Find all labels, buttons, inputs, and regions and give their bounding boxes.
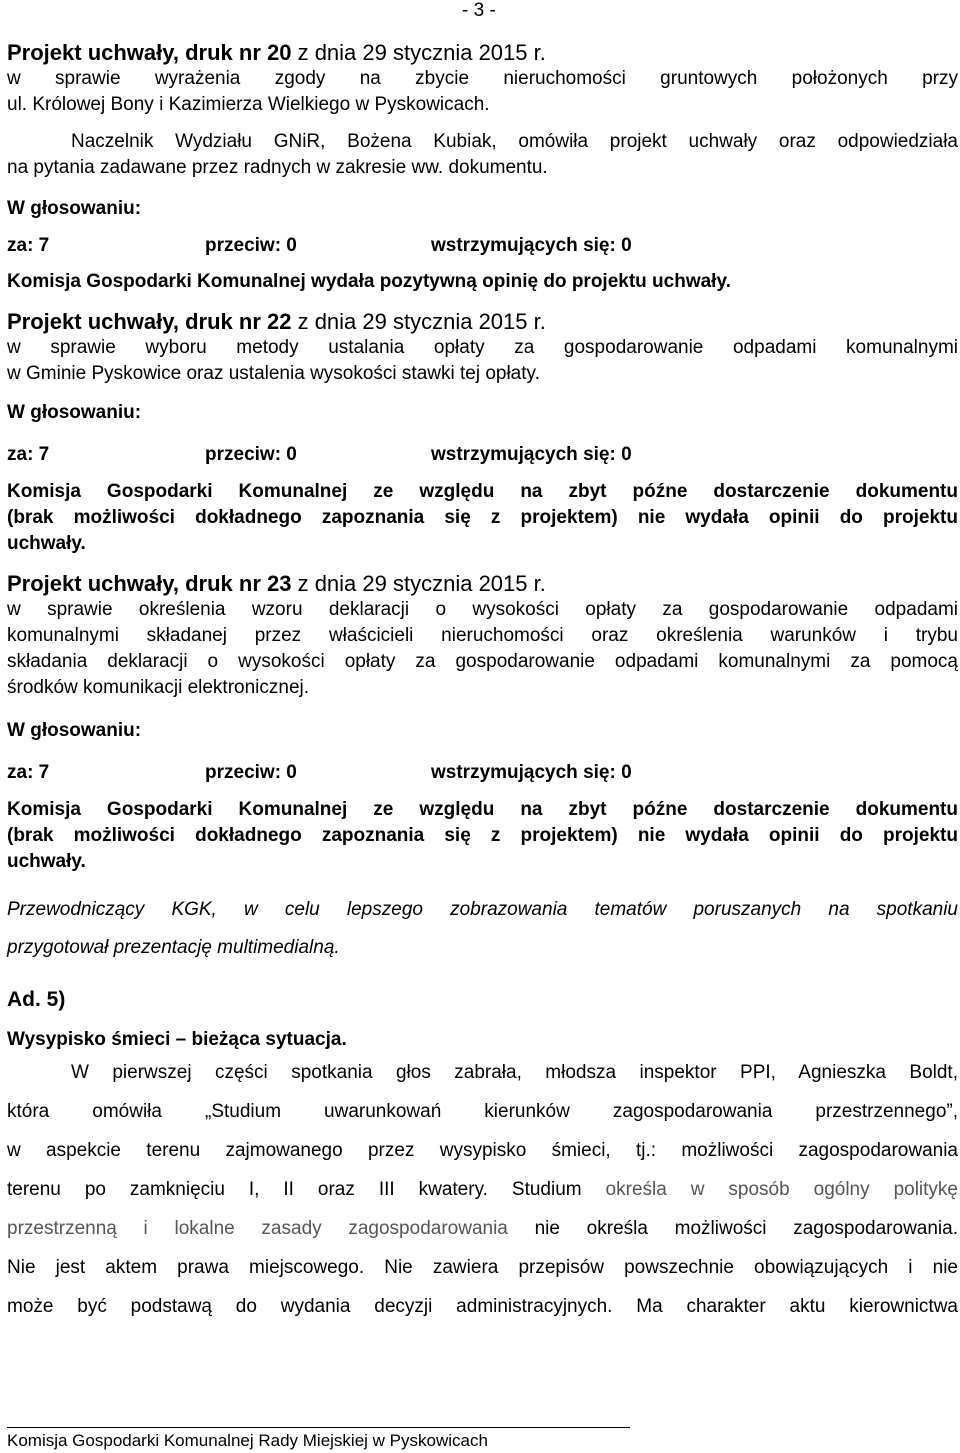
project-note: Naczelnik Wydziału GNiR, Bożena Kubiak, omówiła projekt uchwały oraz odpowiedziała na pytania zadawane przez radnych w zakresie ww. dokumentu. <box>7 131 958 178</box>
vote-results <box>7 234 958 258</box>
project-title: Projekt uchwały, druk nr 20 z dnia 29 stycznia 2015 r. <box>7 40 546 65</box>
footer-divider <box>7 1427 630 1428</box>
paragraph-line <box>7 1248 958 1287</box>
paragraph-text: nie określa możliwości zagospodarowania. <box>507 1218 958 1239</box>
vote-for: za: 7 <box>7 762 50 783</box>
vote-abstain: wstrzymujących się: 0 <box>431 762 632 783</box>
vote-results <box>7 443 958 467</box>
agenda-item-number: Ad. 5) <box>7 988 66 1011</box>
project-title: Projekt uchwały, druk nr 22 z dnia 29 stycznia 2015 r. <box>7 309 546 334</box>
paragraph-text: W pierwszej części spotkania głos zabrała, młodsza inspektor PPI, Agnieszka Boldt, <box>71 1062 958 1083</box>
project-section <box>7 40 958 295</box>
project-description: w sprawie wyrażenia zgody na zbycie nieruchomości gruntowych położonych przy ul. Królowej Bony i Kazimierza Wielkiego w Pyskowicach. <box>7 68 958 115</box>
paragraph-line <box>7 1170 958 1209</box>
paragraph-line <box>7 1131 958 1170</box>
project-title: Projekt uchwały, druk nr 23 z dnia 29 stycznia 2015 r. <box>7 571 546 596</box>
vote-heading: W głosowaniu: <box>7 720 142 741</box>
vote-against: przeciw: 0 <box>205 235 297 256</box>
paragraph-text: w aspekcie terenu zajmowanego przez wysypisko śmieci, tj.: możliwości zagospodarowania <box>7 1140 958 1161</box>
vote-heading: W głosowaniu: <box>7 402 142 423</box>
vote-against: przeciw: 0 <box>205 444 297 465</box>
vote-abstain: wstrzymujących się: 0 <box>431 444 632 465</box>
paragraph-text: może być podstawą do wydania decyzji administracyjnych. Ma charakter aktu kierownictwa <box>7 1296 958 1317</box>
document-body <box>7 40 958 1326</box>
page-number: - 3 - <box>462 0 496 21</box>
vote-heading: W głosowaniu: <box>7 198 142 219</box>
paragraph-text: która omówiła „Studium uwarunkowań kierunków zagospodarowania przestrzennego”, <box>7 1101 958 1122</box>
committee-opinion: Komisja Gospodarki Komunalnej wydała pozytywną opinię do projektu uchwały. <box>7 271 731 292</box>
paragraph-text: Nie jest aktem prawa miejscowego. Nie zawiera przepisów powszechnie obowiązujących i nie <box>7 1257 958 1278</box>
presentation-note: Przewodniczący KGK, w celu lepszego zobrazowania tematów poruszanych na spotkaniu przygotował prezentację multimedialną. <box>7 899 958 958</box>
paragraph-line <box>7 1092 958 1131</box>
agenda-item-body <box>7 1053 958 1326</box>
quoted-definition-text: przestrzenną i lokalne zasady zagospodarowania <box>7 1218 508 1239</box>
paragraph-line <box>7 1053 958 1092</box>
paragraph-line <box>7 1287 958 1326</box>
committee-opinion: Komisja Gospodarki Komunalnej ze względu na zbyt późne dostarczenie dokumentu (brak możliwości dokładnego zapoznania się z projektem) nie wydała opinii do projektu uchwały. <box>7 481 958 554</box>
footer-text: Komisja Gospodarki Komunalnej Rady Miejskiej w Pyskowicach <box>7 1431 488 1450</box>
paragraph-text: terenu po zamknięciu I, II oraz III kwatery. Studium <box>7 1179 606 1200</box>
vote-for: za: 7 <box>7 444 50 465</box>
vote-against: przeciw: 0 <box>205 762 297 783</box>
project-section <box>7 571 958 875</box>
vote-results <box>7 761 958 785</box>
committee-opinion: Komisja Gospodarki Komunalnej ze względu na zbyt późne dostarczenie dokumentu (brak możliwości dokładnego zapoznania się z projektem) nie wydała opinii do projektu uchwały. <box>7 799 958 872</box>
quoted-definition-text: określa w sposób ogólny politykę <box>605 1179 958 1200</box>
paragraph-line <box>7 1209 958 1248</box>
project-section <box>7 309 958 557</box>
vote-for: za: 7 <box>7 235 50 256</box>
project-description: w sprawie określenia wzoru deklaracji o wysokości opłaty za gospodarowanie odpadami komunalnymi składanej przez właścicieli nieruchomości oraz określenia warunków i trybu składania deklaracji o wysokości opłaty za gospodarowanie odpadami komunalnymi za pomocą środków komunikacji elektronicznej. <box>7 599 958 698</box>
project-description: w sprawie wyboru metody ustalania opłaty za gospodarowanie odpadami komunalnymi w Gminie Pyskowice oraz ustalenia wysokości stawki tej opłaty. <box>7 337 958 384</box>
agenda-item-title: Wysypisko śmieci – bieżąca sytuacja. <box>7 1029 347 1050</box>
vote-abstain: wstrzymujących się: 0 <box>431 235 632 256</box>
